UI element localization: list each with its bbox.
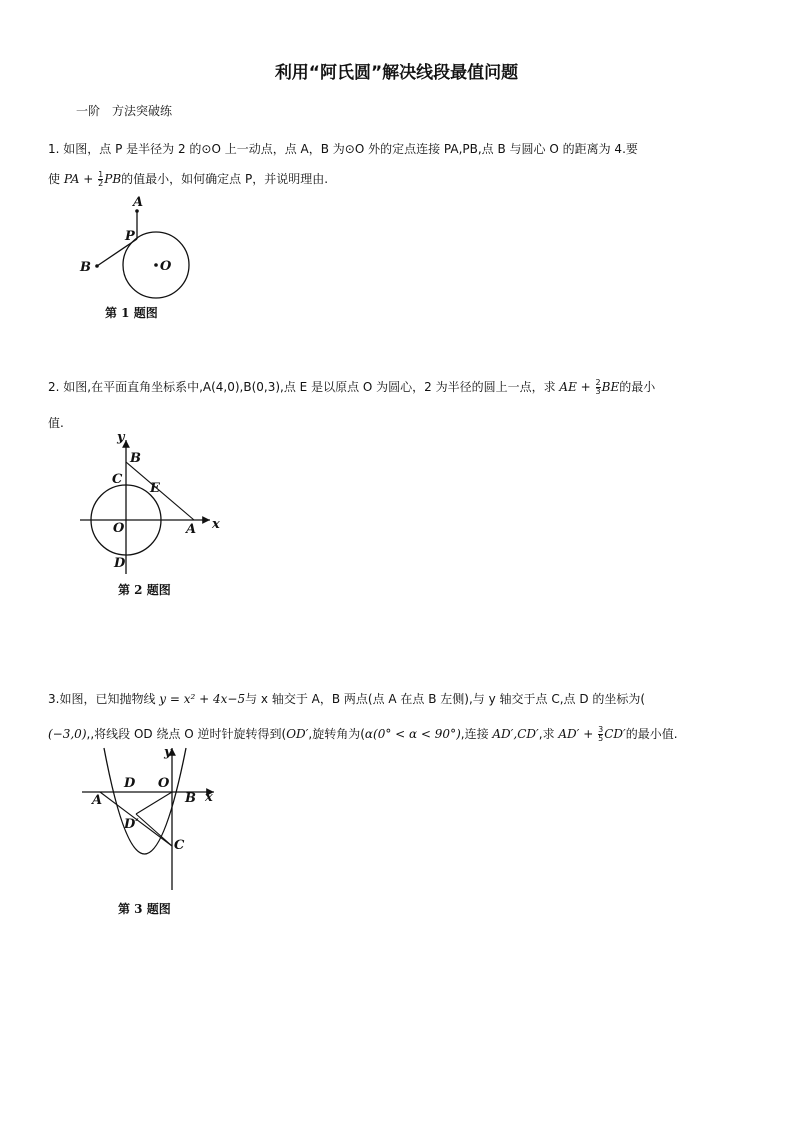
label-c: C (174, 838, 185, 853)
problem-2-caption: 第 2 题图 (118, 583, 171, 597)
problem-1-suffix: 的值最小，如何确定点 P，并说明理由. (121, 172, 329, 186)
segment-cd-prime (136, 814, 172, 846)
problem-3-expr-alpha: α(0° < α < 90°) (364, 727, 461, 741)
problem-2-line-1 (48, 378, 655, 396)
label-o: O (113, 521, 125, 536)
problem-1-prefix: 使 (48, 172, 64, 186)
problem-3-text-3: ,旋转角为( (308, 727, 365, 741)
problem-3-fraction (598, 726, 603, 743)
problem-3-line-1 (48, 690, 645, 707)
problem-3-expr-b: CD′ (604, 727, 626, 741)
problem-1-figure (70, 192, 210, 302)
segment-od-prime (136, 792, 172, 814)
label-y: y (164, 745, 172, 760)
problem-2-line-2: 值. (48, 416, 64, 430)
problem-2-text: 2. 如图,在平面直角坐标系中,A(4,0),B(0,3),点 E 是以原点 O 为圆心，2 为半径的圆上一点，求 (48, 380, 560, 394)
problem-3-text-1: 3.如图，已知抛物线 (48, 692, 160, 706)
problem-2-expr-b: BE (601, 380, 620, 394)
problem-3-expr-segments: AD′,CD′ (492, 727, 539, 741)
page-title: 利用“阿氏圆”解决线段最值问题 (274, 63, 519, 83)
problem-2-fraction (596, 379, 601, 396)
label-p: P (125, 229, 135, 244)
label-a: A (133, 195, 144, 210)
label-d: D (124, 776, 136, 791)
problem-3-suffix-1: 与 x 轴交于 A，B 两点(点 A 在点 B 左侧),与 y 轴交于点 C,点 D 的坐标为( (245, 692, 646, 706)
label-y: y (117, 430, 125, 445)
problem-3-expr-d: (−3,0) (48, 727, 87, 741)
problem-1-expr-a: PA + (63, 172, 98, 186)
problem-1-caption: 第 1 题图 (105, 306, 158, 320)
problem-3-line-2 (48, 725, 678, 743)
label-b: B (185, 791, 196, 806)
label-a: A (92, 793, 103, 808)
label-x: x (212, 517, 220, 532)
label-b: B (130, 451, 141, 466)
label-o: O (158, 776, 170, 791)
label-b: B (80, 260, 91, 275)
problem-3-expr-parabola: y = x² + 4x−5 (159, 692, 246, 706)
problem-3-text-5: ,求 (538, 727, 559, 741)
problem-1-frac-den: 2 (98, 179, 104, 188)
problem-3-expr-odp: OD′ (286, 727, 309, 741)
problem-1-fraction (98, 171, 103, 188)
problem-2-frac-den: 3 (595, 387, 601, 396)
problem-3-caption: 第 3 题图 (118, 902, 171, 916)
problem-2-expr-a: AE + (559, 380, 595, 394)
label-x: x (205, 790, 213, 805)
problem-2-suffix: 的最小 (619, 380, 656, 394)
problem-1-line-2 (48, 170, 328, 188)
problem-3-text-2: ,,将线段 OD 绕点 O 逆时针旋转得到( (86, 727, 287, 741)
problem-1-expr-b: PB (104, 172, 122, 186)
problem-3-figure (78, 742, 228, 892)
problem-1-line-1: 1. 如图，点 P 是半径为 2 的⊙O 上一动点，点 A，B 为⊙O 外的定点连接 PA,PB,点 B 与圆心 O 的距离为 4.要 (48, 142, 638, 156)
problem-3-frac-den: 5 (598, 734, 604, 743)
label-e: E (150, 481, 160, 496)
problem-2-figure (76, 430, 226, 575)
label-o: O (160, 259, 172, 274)
label-c: C (112, 472, 123, 487)
problem-3-text-4: ,连接 (460, 727, 493, 741)
label-d-prime: D′ (124, 817, 139, 832)
problem-1-frac-num: 1 (98, 170, 104, 179)
point-b (95, 264, 99, 268)
label-d: D (114, 556, 126, 571)
section-heading: 一阶 方法突破练 (76, 104, 173, 118)
label-a: A (186, 522, 197, 537)
problem-2-frac-num: 2 (595, 378, 601, 387)
point-o (154, 263, 158, 267)
problem-3-expr-a: AD′ + (558, 727, 598, 741)
problem-3-text-6: 的最小值. (625, 727, 678, 741)
problem-3-frac-num: 3 (598, 725, 604, 734)
